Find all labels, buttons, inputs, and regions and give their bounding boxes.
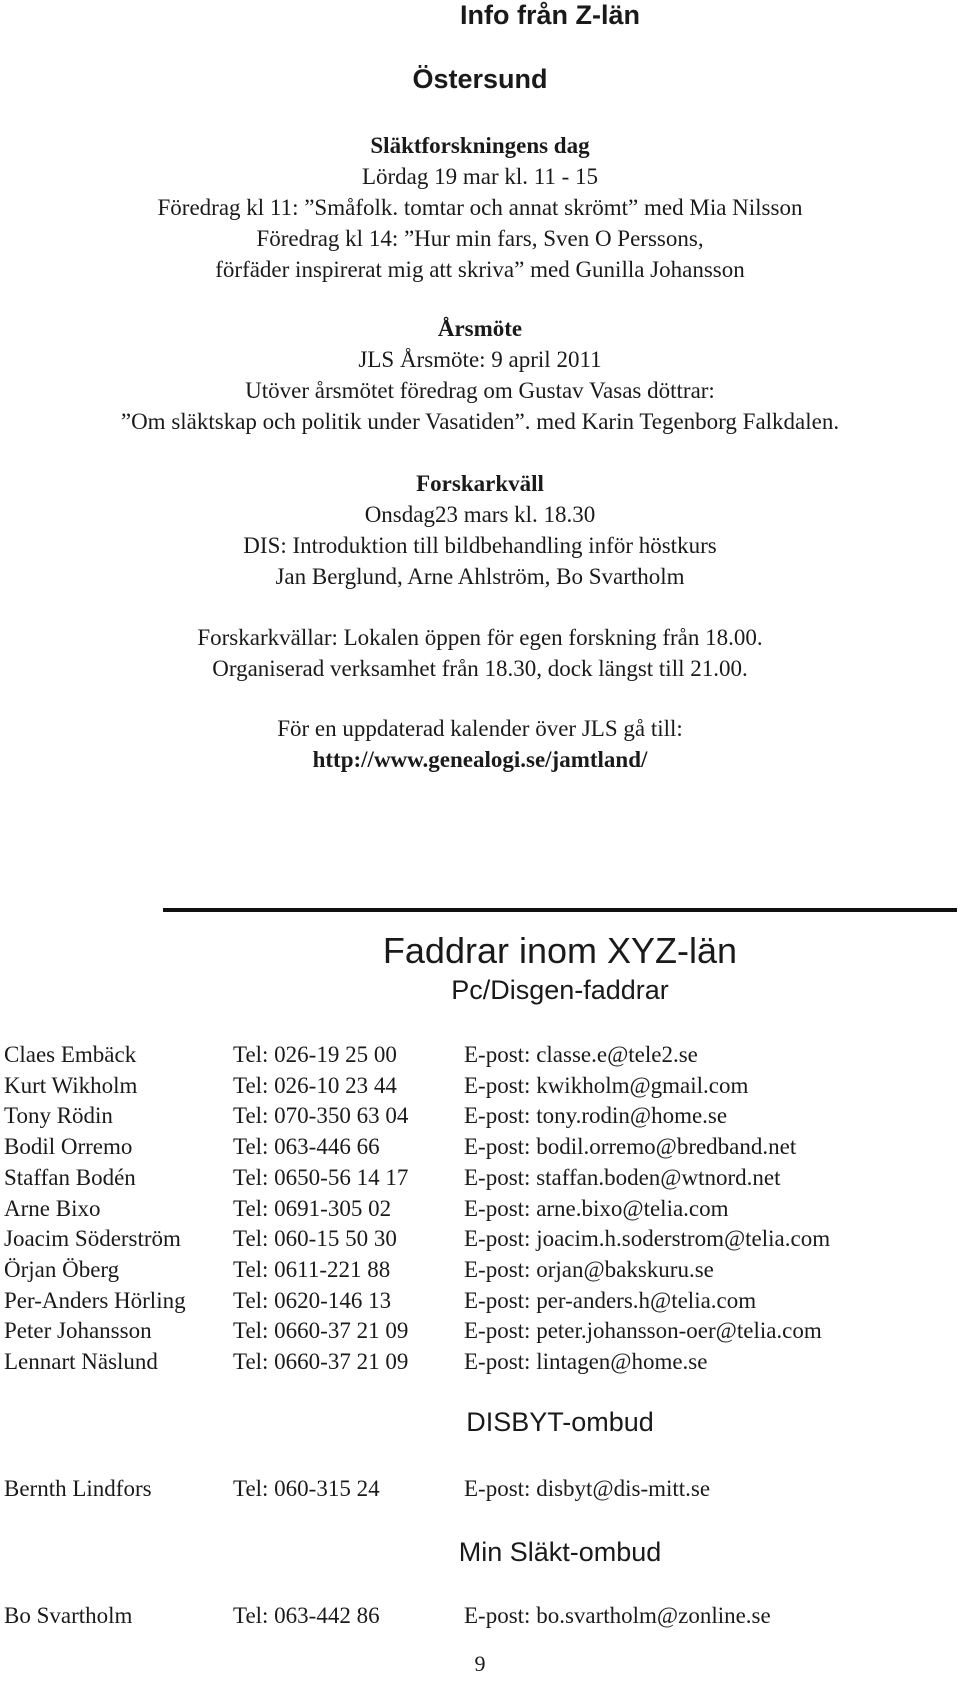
event-line: JLS Årsmöte: 9 april 2011 [358,347,602,372]
contact-name: Claes Embäck [4,1042,137,1067]
contact-email[interactable]: E-post: disbyt@dis-mitt.se [464,1476,711,1501]
disbyt-title: DISBYT-ombud [466,1407,654,1437]
event-line: Föredrag kl 14: ”Hur min fars, Sven O Perssons, [256,226,704,251]
contact-phone: Tel: 0660-37 21 09 [233,1318,409,1344]
kalender-link[interactable]: http://www.genealogi.se/jamtland/ [312,747,648,772]
contact-name: Bernth Lindfors [4,1476,152,1501]
slaktforskningens-dag-block [0,130,960,285]
contact-email[interactable]: E-post: joacim.h.soderstrom@telia.com [464,1226,831,1252]
event-title: Årsmöte [437,316,523,341]
contact-name: Lennart Näslund [4,1349,158,1374]
event-line: förfäder inspirerat mig att skriva” med Gunilla Johansson [215,257,745,282]
contact-name: Peter Johansson [4,1318,152,1344]
minslakt-title: Min Släkt-ombud [458,1537,662,1567]
event-title: Släktforskningens dag [370,133,590,158]
contact-name: Per-Anders Hörling [4,1287,186,1313]
arsmote-block [0,313,960,437]
contact-phone: Tel: 0660-37 21 09 [233,1349,409,1374]
info-line: Organiserad verksamhet från 18.30, dock längst till 21.00. [212,656,748,681]
contact-email[interactable]: E-post: staffan.boden@wtnord.net [464,1164,781,1190]
contact-name: Örjan Öberg [4,1256,120,1282]
page-number: 9 [474,1651,486,1676]
contact-email[interactable]: E-post: lintagen@home.se [464,1349,708,1374]
contact-phone: Tel: 026-19 25 00 [233,1042,397,1067]
forskarkvall-block [0,468,960,592]
event-line: ”Om släktskap och politik under Vasatiden”. med Karin Tegenborg Falkdalen. [120,409,840,434]
kalender-text: För en uppdaterad kalender över JLS gå till: [277,716,683,741]
contact-email[interactable]: E-post: tony.rodin@home.se [464,1103,728,1129]
contact-phone: Tel: 060-15 50 30 [233,1226,397,1252]
event-line: Onsdag23 mars kl. 18.30 [364,502,596,527]
event-line: Jan Berglund, Arne Ahlström, Bo Svartholm [275,564,685,589]
contact-phone: Tel: 060-315 24 [233,1476,380,1501]
contact-name: Bodil Orremo [4,1134,133,1160]
contact-email[interactable]: E-post: arne.bixo@telia.com [464,1195,729,1221]
section-header: Info från Z-län [460,0,640,30]
event-title: Forskarkväll [416,471,544,496]
info-line: Forskarkvällar: Lokalen öppen för egen forskning från 18.00. [197,625,763,650]
contact-name: Joacim Söderström [4,1226,181,1252]
contact-email[interactable]: E-post: kwikholm@gmail.com [464,1072,749,1098]
contact-phone: Tel: 063-446 66 [233,1134,380,1160]
contact-email[interactable]: E-post: bo.svartholm@zonline.se [464,1603,771,1628]
event-line: Föredrag kl 11: ”Småfolk. tomtar och annat skrömt” med Mia Nilsson [157,195,803,220]
city-heading: Östersund [412,64,548,94]
lokalen-block [0,622,960,684]
contact-phone: Tel: 0620-146 13 [233,1287,392,1313]
contact-phone: Tel: 0691-305 02 [233,1195,392,1221]
contact-phone: Tel: 0611-221 88 [233,1256,391,1282]
contact-name: Tony Rödin [4,1103,113,1129]
contact-email[interactable]: E-post: per-anders.h@telia.com [464,1287,757,1313]
contact-name: Bo Svartholm [4,1603,133,1628]
event-line: DIS: Introduktion till bildbehandling inför höstkurs [243,533,717,558]
contact-name: Arne Bixo [4,1195,101,1221]
kalender-block [0,713,960,775]
contact-email[interactable]: E-post: classe.e@tele2.se [464,1042,698,1067]
contact-phone: Tel: 063-442 86 [233,1603,380,1628]
event-line: Lördag 19 mar kl. 11 - 15 [361,164,599,189]
contact-name: Kurt Wikholm [4,1072,138,1098]
contact-email[interactable]: E-post: peter.johansson-oer@telia.com [464,1318,822,1344]
contact-email[interactable]: E-post: orjan@bakskuru.se [464,1256,714,1282]
contact-phone: Tel: 026-10 23 44 [233,1072,397,1098]
event-line: Utöver årsmötet föredrag om Gustav Vasas döttrar: [245,378,715,403]
faddrar-subtitle: Pc/Disgen-faddrar [451,975,669,1005]
section-divider [163,908,957,912]
contact-phone: Tel: 0650-56 14 17 [233,1164,409,1190]
contact-phone: Tel: 070-350 63 04 [233,1103,409,1129]
contact-name: Staffan Bodén [4,1164,136,1190]
contact-email[interactable]: E-post: bodil.orremo@bredband.net [464,1134,797,1160]
faddrar-title: Faddrar inom XYZ-län [382,930,738,971]
